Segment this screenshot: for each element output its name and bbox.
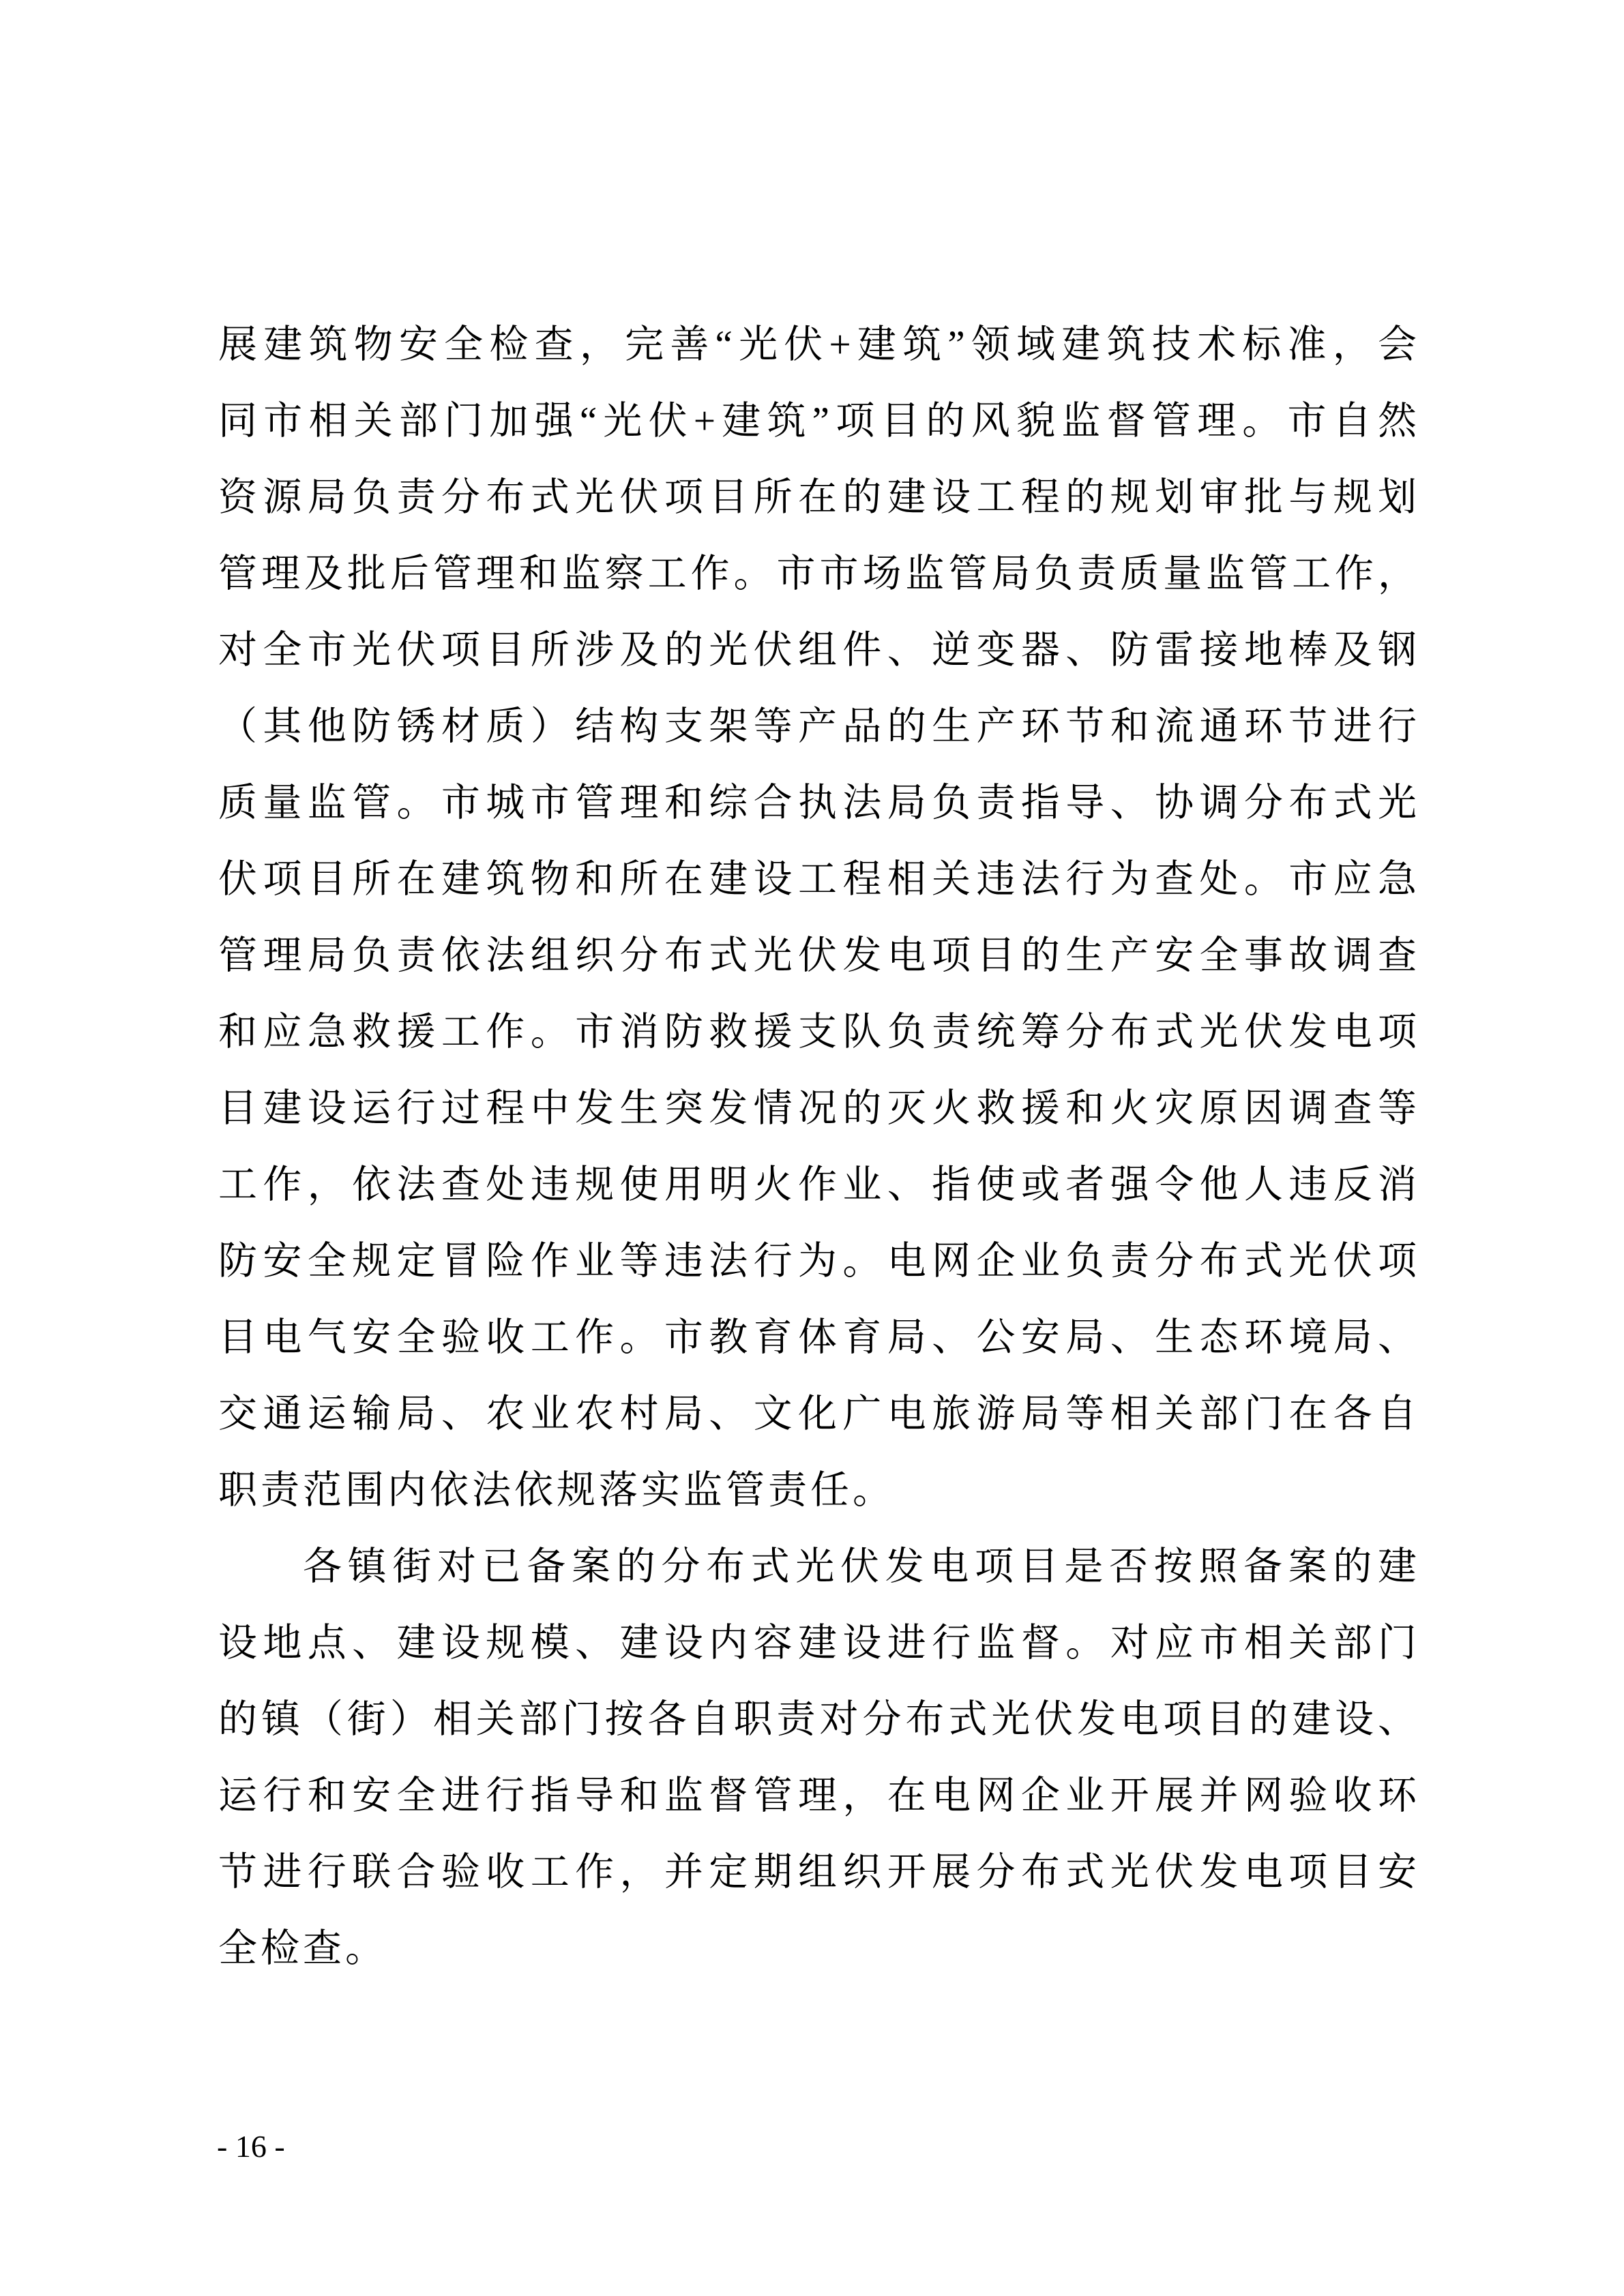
text-line: 伏项目所在建筑物和所在建设工程相关违法行为查处。市应急 bbox=[218, 858, 1420, 901]
text-line: 资源局负责分布式光伏项目所在的建设工程的规划审批与规划 bbox=[218, 476, 1420, 519]
page-number: - 16 - bbox=[217, 2129, 285, 2164]
text-line: （其他防锈材质）结构支架等产品的生产环节和流通环节进行 bbox=[218, 705, 1420, 748]
text-line: 管理及批后管理和监察工作。市市场监管局负责质量监管工作， bbox=[218, 552, 1420, 595]
text-line: 各镇街对已备案的分布式光伏发电项目是否按照备案的建 bbox=[303, 1545, 1420, 1588]
text-line: 质量监管。市城市管理和综合执法局负责指导、协调分布式光 bbox=[218, 781, 1420, 824]
text-line: 工作，依法查处违规使用明火作业、指使或者强令他人违反消 bbox=[218, 1163, 1420, 1206]
text-line: 节进行联合验收工作，并定期组织开展分布式光伏发电项目安 bbox=[218, 1851, 1420, 1894]
text-line: 的镇（街）相关部门按各自职责对分布式光伏发电项目的建设、 bbox=[218, 1698, 1420, 1741]
text-line: 管理局负责依法组织分布式光伏发电项目的生产安全事故调查 bbox=[218, 934, 1420, 977]
text-line: 防安全规定冒险作业等违法行为。电网企业负责分布式光伏项 bbox=[218, 1240, 1420, 1283]
text-line: 和应急救援工作。市消防救援支队负责统筹分布式光伏发电项 bbox=[218, 1011, 1420, 1054]
text-line: 职责范围内依法依规落实监管责任。 bbox=[218, 1469, 895, 1512]
body-text bbox=[218, 307, 1420, 1987]
text-line: 交通运输局、农业农村局、文化广电旅游局等相关部门在各自 bbox=[218, 1392, 1420, 1435]
text-line: 目建设运行过程中发生突发情况的灭火救援和火灾原因调查等 bbox=[218, 1087, 1420, 1130]
text-line: 对全市光伏项目所涉及的光伏组件、逆变器、防雷接地棒及钢 bbox=[218, 629, 1420, 672]
text-line: 展建筑物安全检查，完善“光伏+建筑”领域建筑技术标准，会 bbox=[218, 323, 1420, 366]
text-line: 目电气安全验收工作。市教育体育局、公安局、生态环境局、 bbox=[218, 1316, 1420, 1359]
text-line: 运行和安全进行指导和监督管理，在电网企业开展并网验收环 bbox=[218, 1774, 1420, 1817]
text-line: 设地点、建设规模、建设内容建设进行监督。对应市相关部门 bbox=[218, 1622, 1420, 1665]
text-line: 全检查。 bbox=[218, 1927, 387, 1970]
text-line: 同市相关部门加强“光伏+建筑”项目的风貌监督管理。市自然 bbox=[218, 400, 1420, 443]
